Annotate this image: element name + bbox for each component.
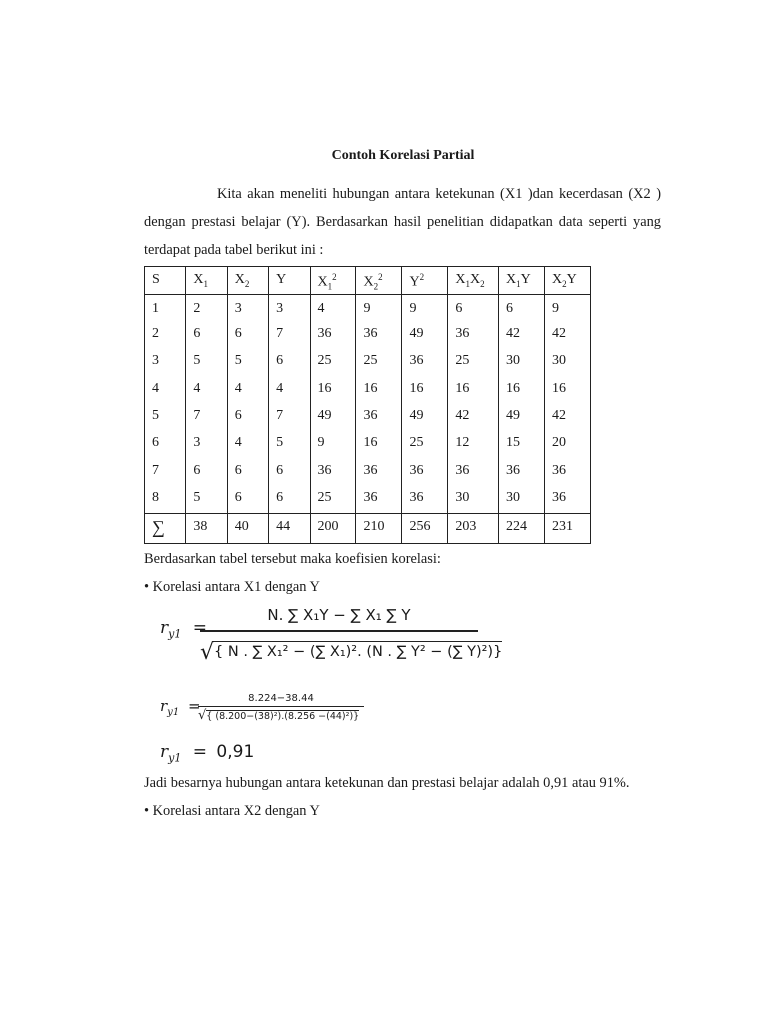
header-x1: $X_1$ [186, 267, 227, 295]
table-cell: 16 [402, 377, 448, 404]
formula2-numerator: 8.224−38.44 [248, 693, 314, 704]
table-cell: 8 [145, 486, 186, 513]
table-cell: 4 [145, 377, 186, 404]
table-cell: 6 [269, 459, 310, 486]
total-cell: 38 [186, 514, 227, 544]
table-row [145, 459, 591, 486]
formula1-denominator [200, 640, 502, 665]
formula2-denominator-text: { (8.200−(38)²).(8.256 −(44)²)} [206, 711, 360, 722]
table-cell: 49 [402, 322, 448, 349]
table-row [145, 486, 591, 513]
table-cell: 3 [227, 295, 268, 322]
table-cell: 36 [402, 349, 448, 376]
table-cell: 36 [544, 459, 590, 486]
table-cell: 7 [145, 459, 186, 486]
table-cell: 7 [269, 322, 310, 349]
table-row [145, 431, 591, 458]
formula1-equals: = [192, 618, 208, 638]
after-table-text: Berdasarkan tabel tersebut maka koefisien korelasi: [144, 551, 441, 567]
table-cell: 16 [356, 377, 402, 404]
total-cell: 40 [227, 514, 268, 544]
formula3-value: 0,91 [216, 742, 255, 762]
formula3-sub: y1 [168, 751, 182, 765]
table-cell: 4 [186, 377, 227, 404]
table-cell: 5 [269, 431, 310, 458]
table-row [145, 295, 591, 322]
table-cell: 42 [544, 404, 590, 431]
total-cell: 44 [269, 514, 310, 544]
table-cell: 4 [310, 295, 356, 322]
table-cell: 49 [310, 404, 356, 431]
formula1-numerator: N. ∑ X₁Y − ∑ X₁ ∑ Y [267, 606, 411, 624]
table-cell: 2 [145, 322, 186, 349]
intro-paragraph [144, 180, 661, 264]
table-cell: 5 [145, 404, 186, 431]
formula2-r: r [160, 697, 168, 715]
table-row [145, 322, 591, 349]
header-x1-squared: $X_1^2$ [310, 267, 356, 295]
table-cell: 25 [356, 349, 402, 376]
table-cell: 9 [544, 295, 590, 322]
total-cell: 210 [356, 514, 402, 544]
table-cell: 42 [448, 404, 499, 431]
table-cell: 36 [356, 459, 402, 486]
formula2-equals: = [187, 697, 201, 715]
total-cell: 231 [544, 514, 590, 544]
formula3 [160, 742, 254, 764]
table-cell: 6 [269, 349, 310, 376]
bullet-item-x1 [144, 579, 320, 596]
table-cell: 5 [227, 349, 268, 376]
table-cell: 6 [145, 431, 186, 458]
table-cell: 36 [310, 459, 356, 486]
table-cell: 6 [269, 486, 310, 513]
table-cell: 36 [448, 322, 499, 349]
table-cell: 6 [227, 459, 268, 486]
table-cell: 5 [186, 349, 227, 376]
table-cell: 25 [448, 349, 499, 376]
table-cell: 30 [498, 349, 544, 376]
header-x1y: $X_1Y$ [498, 267, 544, 295]
table-cell: 9 [310, 431, 356, 458]
table-totals-row [145, 514, 591, 544]
table-cell: 30 [498, 486, 544, 513]
sum-symbol: ∑ [145, 514, 186, 544]
formula3-r: r [160, 742, 169, 762]
bullet-item-x2 [144, 803, 320, 820]
bullet-text: Korelasi antara X1 dengan Y [152, 579, 320, 595]
table-cell: 3 [145, 349, 186, 376]
formula2-denominator [198, 708, 359, 723]
table-cell: 16 [356, 431, 402, 458]
table-cell: 16 [310, 377, 356, 404]
table-cell: 4 [227, 377, 268, 404]
intro-line-2: dengan prestasi belajar (Y). Berdasarkan hasil penelitian didapatkan data seperti yang [144, 214, 661, 230]
table-cell: 49 [498, 404, 544, 431]
formula2-sub: y1 [167, 707, 180, 718]
table-cell: 6 [227, 486, 268, 513]
table-row [145, 349, 591, 376]
table-cell: 16 [448, 377, 499, 404]
formula2-lhs [160, 697, 201, 718]
formula1-fraction-bar [200, 630, 478, 632]
header-s: S [145, 267, 186, 295]
table-cell: 6 [186, 459, 227, 486]
bullet-glyph-2: • [144, 803, 150, 819]
header-y-squared: $Y^2$ [402, 267, 448, 295]
table-cell: 36 [356, 486, 402, 513]
table-cell: 6 [227, 322, 268, 349]
table-cell: 12 [448, 431, 499, 458]
table-cell: 25 [402, 431, 448, 458]
header-x2-squared: $X_2^2$ [356, 267, 402, 295]
table-cell: 4 [227, 431, 268, 458]
total-cell: 224 [498, 514, 544, 544]
table-cell: 6 [227, 404, 268, 431]
sqrt-symbol-2: √ [198, 708, 207, 723]
table-cell: 36 [356, 322, 402, 349]
table-cell: 4 [269, 377, 310, 404]
table-cell: 36 [402, 486, 448, 513]
table-cell: 36 [498, 459, 544, 486]
table-cell: 6 [498, 295, 544, 322]
table-cell: 20 [544, 431, 590, 458]
table-cell: 7 [269, 404, 310, 431]
table-cell: 25 [310, 349, 356, 376]
table-cell: 15 [498, 431, 544, 458]
formula2-fraction-bar [198, 706, 364, 707]
table-cell: 25 [310, 486, 356, 513]
conclusion-text: Jadi besarnya hubungan antara ketekunan dan prestasi belajar adalah 0,91 atau 91%. [144, 775, 630, 791]
table-cell: 30 [544, 349, 590, 376]
table-cell: 42 [544, 322, 590, 349]
bullet-text-2: Korelasi antara X2 dengan Y [152, 803, 320, 819]
intro-line-3: terdapat pada tabel berikut ini : [144, 242, 324, 258]
sqrt-symbol: √ [200, 640, 215, 665]
table-cell: 6 [186, 322, 227, 349]
table-cell: 36 [356, 404, 402, 431]
table-header-row [145, 267, 591, 295]
total-cell: 200 [310, 514, 356, 544]
data-table [144, 266, 591, 544]
table-cell: 16 [544, 377, 590, 404]
document-title: Contoh Korelasi Partial [331, 148, 475, 163]
formula1-denominator-text: { N . ∑ X₁² − (∑ X₁)². (N . ∑ Y² − (∑ Y)²)} [214, 641, 502, 660]
table-cell: 42 [498, 322, 544, 349]
table-cell: 3 [186, 431, 227, 458]
table-cell: 7 [186, 404, 227, 431]
header-x2: $X_2$ [227, 267, 268, 295]
total-cell: 203 [448, 514, 499, 544]
table-cell: 36 [310, 322, 356, 349]
formula3-equals: = [192, 742, 208, 762]
table-cell: 9 [402, 295, 448, 322]
table-cell: 2 [186, 295, 227, 322]
table-cell: 5 [186, 486, 227, 513]
table-cell: 36 [544, 486, 590, 513]
bullet-glyph: • [144, 579, 150, 595]
formula1-sub: y1 [168, 627, 182, 641]
table-row [145, 377, 591, 404]
table-cell: 36 [448, 459, 499, 486]
table-cell: 36 [402, 459, 448, 486]
table-cell: 49 [402, 404, 448, 431]
header-x2y: $X_2Y$ [544, 267, 590, 295]
header-x1x2: $X_1X_2$ [448, 267, 499, 295]
table-cell: 3 [269, 295, 310, 322]
table-cell: 30 [448, 486, 499, 513]
table-cell: 16 [498, 377, 544, 404]
table-row [145, 404, 591, 431]
header-y: Y [269, 267, 310, 295]
intro-line-1: Kita akan meneliti hubungan antara ketekunan (X1 )dan kecerdasan (X2 ) [217, 186, 661, 202]
formula1-r: r [160, 618, 169, 638]
table-cell: 6 [448, 295, 499, 322]
table-cell: 9 [356, 295, 402, 322]
total-cell: 256 [402, 514, 448, 544]
table-cell: 1 [145, 295, 186, 322]
